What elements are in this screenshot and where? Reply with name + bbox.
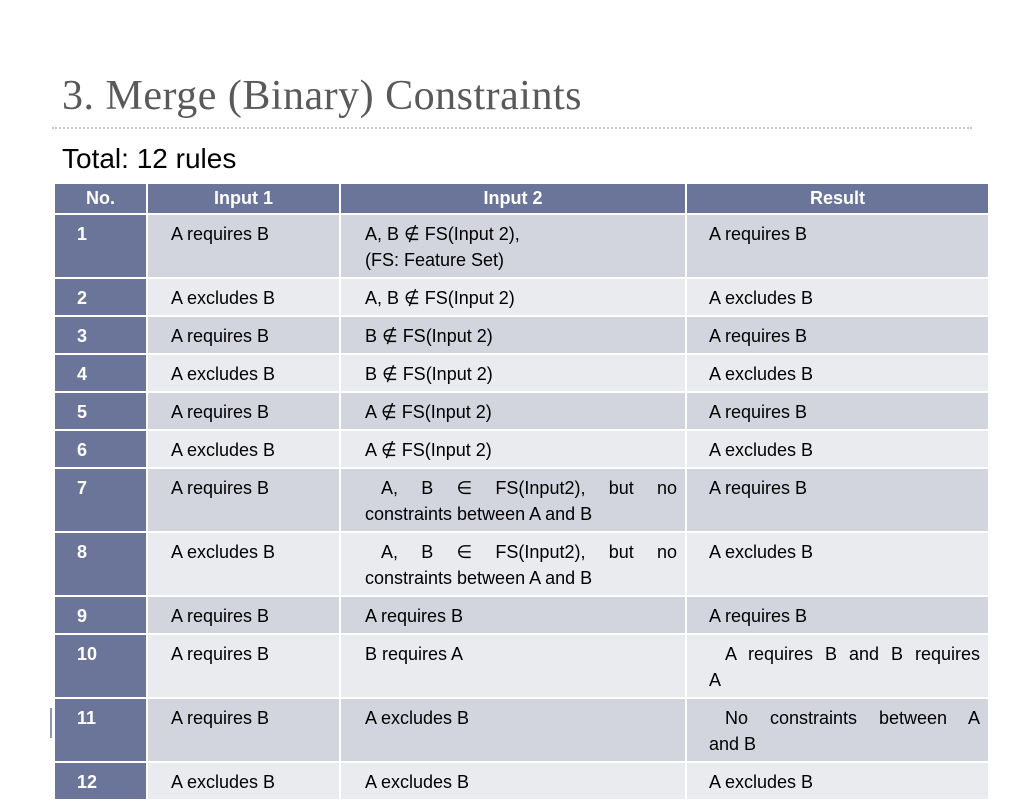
slide-title: 3. Merge (Binary) Constraints: [62, 73, 582, 119]
result-cell: A excludes B: [686, 430, 989, 468]
table-row: [54, 214, 989, 278]
rule-number: 3: [54, 316, 147, 354]
rule-count: Total: 12 rules: [62, 143, 237, 174]
result-cell: A requires B: [686, 316, 989, 354]
rule-number: 1: [54, 214, 147, 278]
result-cell: A requires B: [686, 214, 989, 278]
result-cell: A excludes B: [686, 762, 989, 800]
table-row: [54, 532, 989, 596]
table-row: [54, 596, 989, 634]
input-1-cell: A requires B: [147, 634, 340, 698]
rule-number: 11: [54, 698, 147, 762]
rule-number: 8: [54, 532, 147, 596]
table-row: [54, 430, 989, 468]
result-cell: A requires B: [686, 468, 989, 532]
rule-number: 4: [54, 354, 147, 392]
input-2-cell: B requires A: [340, 634, 686, 698]
input-2-cell: A ∉ FS(Input 2): [340, 392, 686, 430]
rule-number: 6: [54, 430, 147, 468]
rule-number: 7: [54, 468, 147, 532]
result-cell: A requires B: [686, 596, 989, 634]
result-cell: No constraints between A and B: [686, 698, 989, 762]
input-1-cell: A requires B: [147, 214, 340, 278]
input-2-cell: A, B ∉ FS(Input 2): [340, 278, 686, 316]
input-1-cell: A requires B: [147, 316, 340, 354]
input-1-cell: A requires B: [147, 698, 340, 762]
input-2-cell: A ∉ FS(Input 2): [340, 430, 686, 468]
input-2-cell: A requires B: [340, 596, 686, 634]
input-2-cell: A, B ∈ FS(Input2), but no constraints between A and B: [340, 532, 686, 596]
input-2-cell: B ∉ FS(Input 2): [340, 316, 686, 354]
input-1-cell: A excludes B: [147, 762, 340, 800]
rule-number: 12: [54, 762, 147, 800]
rule-number: 5: [54, 392, 147, 430]
input-1-cell: A requires B: [147, 468, 340, 532]
table-row: [54, 634, 989, 698]
input-2-cell: A, B ∈ FS(Input2), but no constraints between A and B: [340, 468, 686, 532]
input-2-cell: A excludes B: [340, 762, 686, 800]
result-cell: A excludes B: [686, 278, 989, 316]
input-2-cell: B ∉ FS(Input 2): [340, 354, 686, 392]
table-row: [54, 316, 989, 354]
result-cell: A excludes B: [686, 532, 989, 596]
input-1-cell: A excludes B: [147, 430, 340, 468]
slide-edge-accent: [50, 708, 52, 738]
input-1-cell: A requires B: [147, 596, 340, 634]
input-1-cell: A excludes B: [147, 278, 340, 316]
table-header-row: [54, 183, 989, 214]
table-row: [54, 698, 989, 762]
input-1-cell: A excludes B: [147, 354, 340, 392]
input-1-cell: A excludes B: [147, 532, 340, 596]
result-cell: A requires B: [686, 392, 989, 430]
rules-table: [53, 182, 990, 801]
input-2-cell: A, B ∉ FS(Input 2), (FS: Feature Set): [340, 214, 686, 278]
table-row: [54, 468, 989, 532]
rule-number: 9: [54, 596, 147, 634]
header-no: No.: [54, 183, 147, 214]
header-result: Result: [686, 183, 989, 214]
title-divider: [52, 127, 972, 129]
header-input-2: Input 2: [340, 183, 686, 214]
table-row: [54, 278, 989, 316]
result-cell: A excludes B: [686, 354, 989, 392]
table-row: [54, 392, 989, 430]
rule-number: 10: [54, 634, 147, 698]
input-2-cell: A excludes B: [340, 698, 686, 762]
result-cell: A requires B and B requires A: [686, 634, 989, 698]
input-1-cell: A requires B: [147, 392, 340, 430]
header-input-1: Input 1: [147, 183, 340, 214]
table-row: [54, 354, 989, 392]
rule-number: 2: [54, 278, 147, 316]
